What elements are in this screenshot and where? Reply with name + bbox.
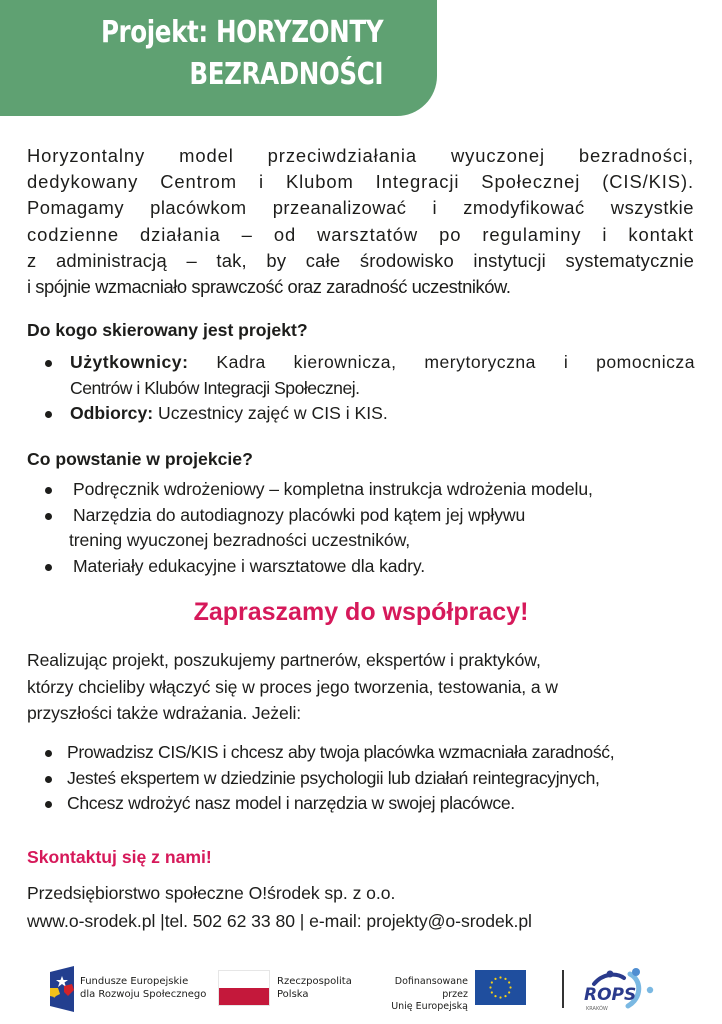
logo-divider [562,970,564,1008]
section-heading-target: Do kogo skierowany jest projekt? [27,320,308,340]
email-link[interactable]: projekty@o-srodek.pl [366,911,532,931]
item-text-continued: Centrów i Klubów Integracji Społecznej. [70,377,360,398]
intro-line: Horyzontalny model przeciwdziałania wyuczonej bezradności, [27,145,694,166]
list-item [45,554,705,580]
rzeczpospolita-label [277,976,352,1001]
logo-text-line: Polska [277,988,309,1000]
rops-logo-text: ROPS [584,985,637,1005]
item-text: Kadra kierownicza, merytoryczna i pomocnicza [216,352,695,372]
eu-star-icon [508,991,510,993]
intro-line: dedykowany Centrom i Klubom Integracji Społecznej (CIS/KIS). [27,171,694,193]
eu-star-icon [494,978,496,980]
eu-label [368,976,468,1014]
outputs-list [45,477,705,579]
item-label: Odbiorcy: [70,403,154,423]
eu-star-icon [509,986,511,988]
invite-list [45,740,705,817]
eu-star-icon [489,986,491,988]
phone-number[interactable]: tel. 502 62 33 80 [164,911,295,931]
eu-flag-icon [475,970,526,1005]
list-item [45,477,705,503]
list-item [45,503,705,554]
bullet-icon [45,411,52,418]
title-line-2: BEZRADNOŚCI [189,57,383,92]
item-text: Uczestnicy zajęć w CIS i KIS. [157,403,388,423]
bullet-icon [45,801,52,808]
eu-star-icon [494,995,496,997]
separator: | [294,911,310,931]
invite-heading: Zapraszamy do współpracy! [193,598,529,626]
contact-info [27,879,532,935]
list-item [45,766,705,792]
logo-text-line: dla Rozwoju Społecznego [80,988,207,1000]
paragraph-line: Realizując projekt, poszukujemy partnerów, ekspertów i praktyków, [27,650,541,670]
list-item [45,401,695,427]
eu-star-icon [508,981,510,983]
intro-line: i spójnie wzmacniało sprawczość oraz zaradność uczestników. [27,276,511,298]
header-banner [0,0,437,116]
section-heading-outputs: Co powstanie w projekcie? [27,449,253,469]
rops-logo-subtext: KRAKÓW [586,1006,608,1012]
intro-line: z administracją – tak, by całe środowisko instytucji systematycznie [27,249,694,271]
target-list [45,350,695,427]
title-line-1: Projekt: HORYZONTY [100,15,383,50]
rops-krakow-logo-icon [580,966,660,1016]
eu-star-icon [499,996,501,998]
item-text: Prowadzisz CIS/KIS i chcesz aby twoja placówka wzmacniała zaradność, [67,742,615,762]
page-title [101,12,383,96]
logo-text-line: Unię Europejską [391,1001,468,1012]
item-text: Chcesz wdrożyć nasz model i narzędzia w swojej placówce. [67,793,515,813]
separator: | [155,911,165,931]
item-label: Użytkownicy: [70,352,189,372]
polish-flag-icon [218,970,270,1006]
logo-text-line: Dofinansowane przez [394,976,468,1000]
organization-name: Przedsiębiorstwo społeczne O!środek sp. z o.o. [27,883,396,903]
bullet-icon [45,487,52,494]
bullet-icon [45,776,52,783]
eu-star-icon [491,981,493,983]
bullet-icon [45,513,52,520]
paragraph-line: przyszłości także wdrażania. Jeżeli: [27,703,302,723]
bullet-icon [45,360,52,367]
invite-paragraph [27,647,667,727]
logo-text-line: Fundusze Europejskie [80,976,189,987]
fundusze-europejskie-logo-icon [50,966,74,1012]
eu-star-icon [504,978,506,980]
footer-logos [0,960,722,1020]
paragraph-line: którzy chcieliby włączyć się w proces jego tworzenia, testowania, a w [27,676,558,697]
intro-paragraph [27,143,694,300]
eu-star-icon [504,995,506,997]
fundusze-europejskie-label [80,976,206,1001]
email-label: e-mail: [309,911,367,931]
bullet-icon [45,750,52,757]
logo-text-line: Rzeczpospolita [277,976,352,987]
list-item [45,791,705,817]
website-link[interactable]: www.o-srodek.pl [27,911,156,931]
item-text: Jesteś ekspertem w dziedzinie psychologii lub działań reintegracyjnych, [67,767,600,788]
intro-line: codzienne działania – od warsztatów po regulaminy i kontakt [27,223,694,245]
item-text: Narzędzia do autodiagnozy placówki pod kątem jej wpływu [73,504,526,525]
intro-line: Pomagamy placówkom przeanalizować i zmodyfikować wszystkie [27,197,694,219]
contact-heading: Skontaktuj się z nami! [27,847,212,867]
eu-star-icon [491,991,493,993]
bullet-icon [45,564,52,571]
item-text: Materiały edukacyjne i warsztatowe dla kadry. [73,555,426,576]
eu-star-icon [499,976,501,978]
list-item [45,740,705,766]
item-text: Podręcznik wdrożeniowy – kompletna instrukcja wdrożenia modelu, [73,479,593,499]
item-text-continued: trening wyuczonej bezradności uczestników, [69,530,411,550]
list-item [45,350,695,401]
